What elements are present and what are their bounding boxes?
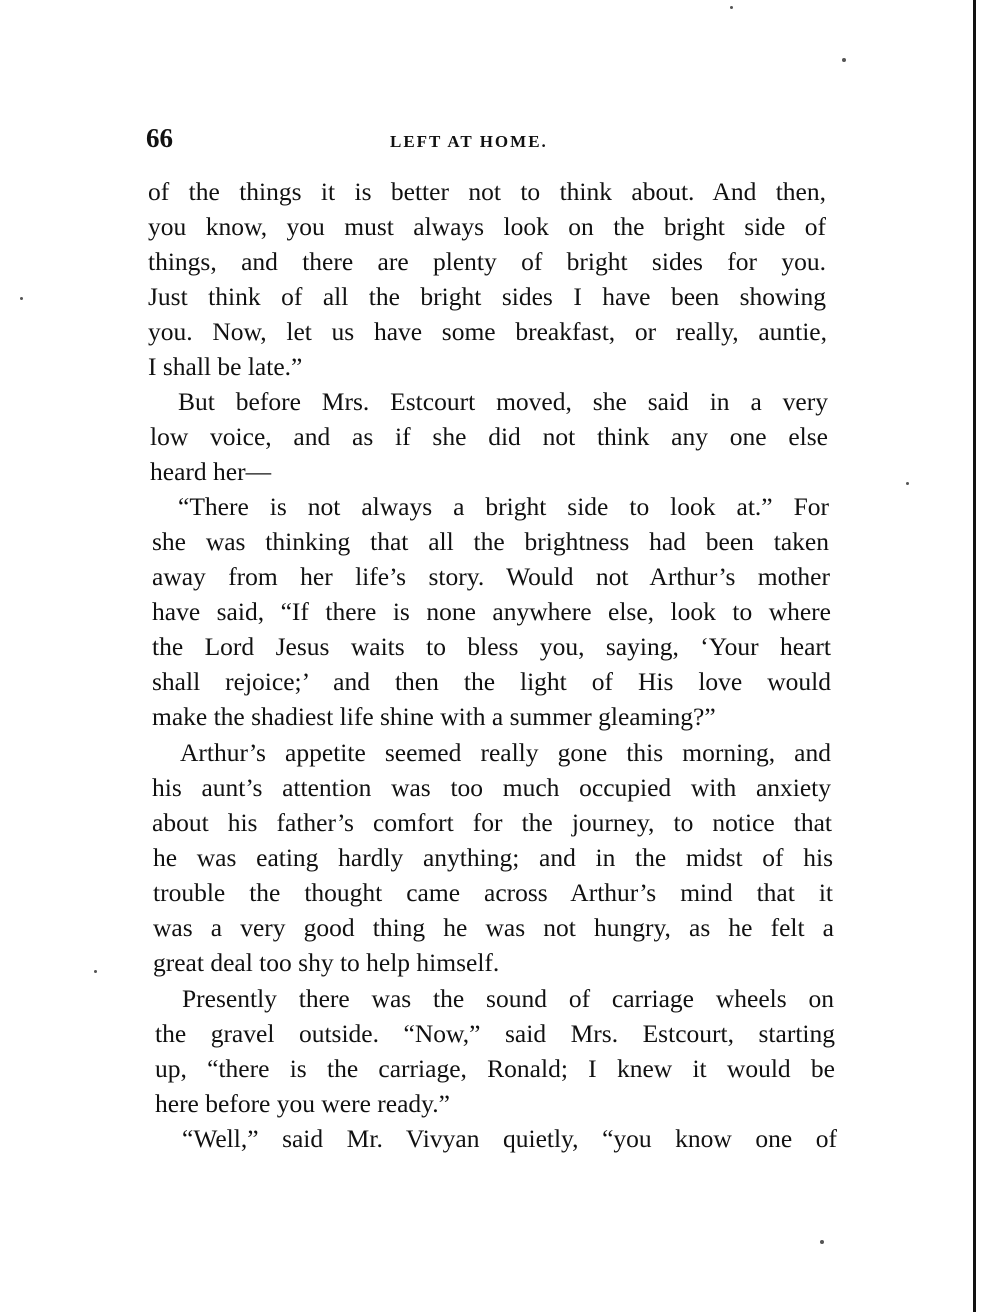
scan-speck xyxy=(730,6,733,9)
text-line: have said, “If there is none anywhere else, look to where xyxy=(152,597,831,626)
text-line: But before Mrs. Estcourt moved, she said in a very xyxy=(178,387,828,416)
scan-speck xyxy=(842,58,846,62)
page-number: 66 xyxy=(146,123,173,153)
text-line: you know, you must always look on the bright side of xyxy=(148,212,826,241)
text-line: the gravel outside. “Now,” said Mrs. Estcourt, starting xyxy=(155,1019,835,1048)
text-line: of the things it is better not to think about. And then, xyxy=(148,177,826,206)
body-text xyxy=(0,174,1000,1174)
text-line: Presently there was the sound of carriage wheels on xyxy=(182,984,834,1013)
text-line: Arthur’s appetite seemed really gone this morning, and xyxy=(180,738,831,767)
running-title: LEFT AT HOME. xyxy=(390,132,548,151)
text-line: the Lord Jesus waits to bless you, saying, ‘Your heart xyxy=(152,632,831,661)
text-line: she was thinking that all the brightness had been taken xyxy=(152,527,829,556)
text-line: great deal too shy to help himself. xyxy=(153,948,500,977)
text-line: “Well,” said Mr. Vivyan quietly, “you know one of xyxy=(182,1124,837,1153)
text-line: shall rejoice;’ and then the light of His love would xyxy=(152,667,831,696)
scan-speck xyxy=(94,970,97,973)
scan-speck xyxy=(820,1240,824,1244)
text-line: he was eating hardly anything; and in the midst of his xyxy=(153,843,833,872)
text-line: was a very good thing he was not hungry, as he felt a xyxy=(153,913,834,942)
text-line: things, and there are plenty of bright sides for you. xyxy=(148,247,826,276)
text-line: his aunt’s attention was too much occupied with anxiety xyxy=(152,773,831,802)
scan-speck xyxy=(20,297,23,300)
text-line: low voice, and as if she did not think any one else xyxy=(150,422,828,451)
page-spine-edge xyxy=(973,0,976,1312)
text-line: you. Now, let us have some breakfast, or really, auntie, xyxy=(148,317,827,346)
scan-speck xyxy=(906,482,909,485)
text-line: I shall be late.” xyxy=(148,352,303,381)
text-line: Just think of all the bright sides I have been showing xyxy=(148,282,826,311)
text-line: here before you were ready.” xyxy=(155,1089,450,1118)
text-line: trouble the thought came across Arthur’s mind that it xyxy=(153,878,833,907)
text-line: away from her life’s story. Would not Arthur’s mother xyxy=(152,562,830,591)
text-line: make the shadiest life shine with a summer gleaming?” xyxy=(152,702,716,731)
text-line: heard her— xyxy=(150,457,272,486)
text-line: “There is not always a bright side to look at.” For xyxy=(178,492,829,521)
text-line: about his father’s comfort for the journey, to notice that xyxy=(152,808,832,837)
text-line: up, “there is the carriage, Ronald; I knew it would be xyxy=(155,1054,835,1083)
